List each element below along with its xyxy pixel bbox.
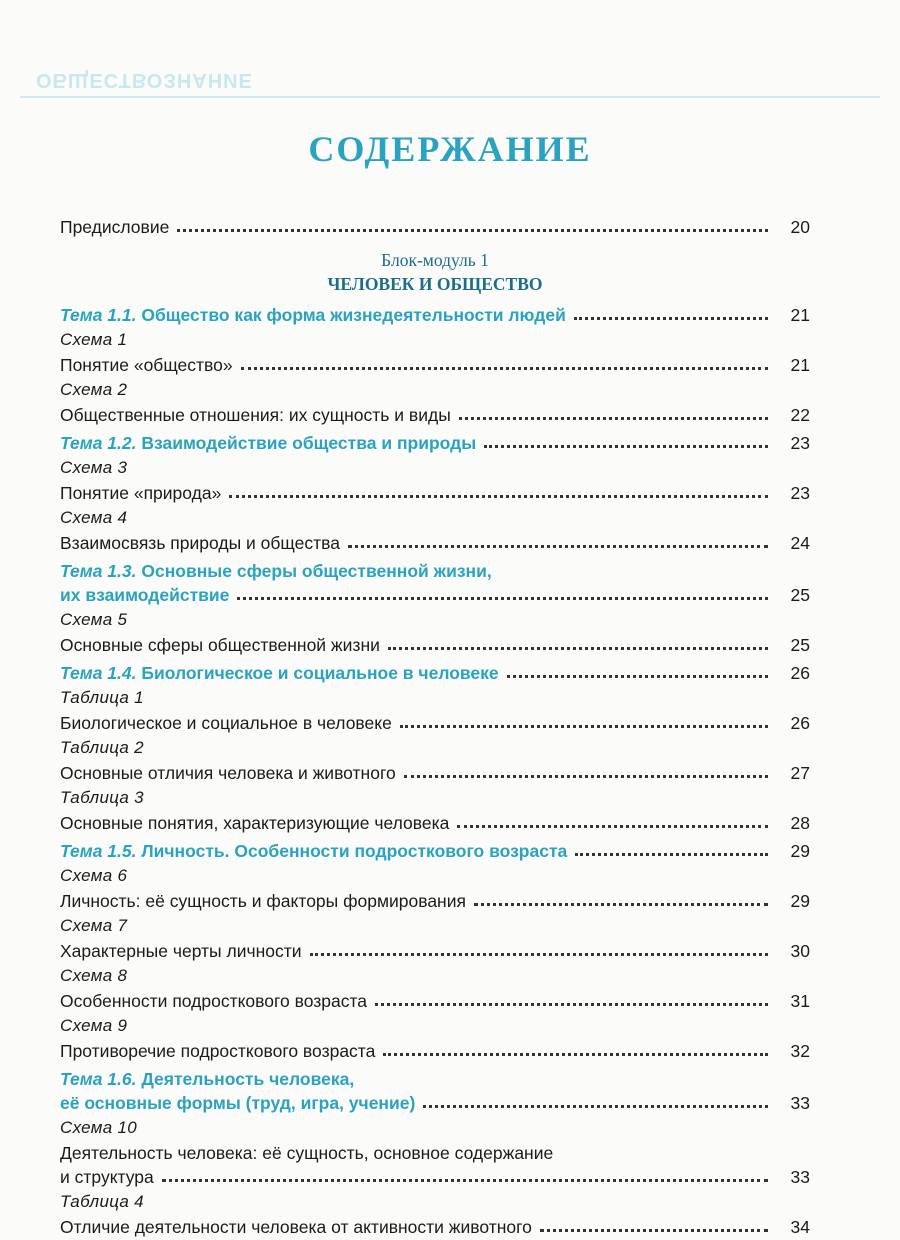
toc-item-row[interactable] (60, 708, 810, 736)
dot-leader (459, 417, 768, 420)
caption-label: Схема 10 (60, 1118, 137, 1137)
item-title: Личность: её сущность и факторы формирования (60, 891, 466, 911)
block-heading (60, 248, 810, 296)
topic-number: Тема 1.2. (60, 433, 142, 453)
toc-caption-row (60, 1190, 810, 1212)
caption-label: Схема 5 (60, 610, 128, 629)
topic-title-text: Основные сферы общественной жизни, (141, 561, 492, 581)
toc-item-row[interactable] (60, 886, 810, 914)
preface-label: Предисловие (60, 217, 170, 237)
caption-label: Схема 2 (60, 380, 128, 399)
caption-label: Схема 1 (60, 330, 128, 349)
toc-item-row[interactable] (60, 808, 810, 836)
dot-leader (575, 853, 768, 856)
toc-item-row[interactable] (60, 986, 810, 1014)
topic-number: Тема 1.1. (60, 305, 142, 325)
caption-label: Схема 4 (60, 508, 128, 527)
toc-item-row[interactable] (60, 758, 810, 786)
topic-title (60, 305, 566, 328)
topic-number: Тема 1.5. (60, 841, 142, 861)
page-number: 21 (790, 355, 810, 375)
topic-number: Тема 1.3. (60, 561, 142, 581)
toc-topic-row[interactable] (60, 658, 810, 686)
page-number: 26 (790, 663, 810, 683)
running-head-text: ОБЩЕСТВОЗНАНИЕ (36, 69, 253, 91)
topic-title (60, 561, 492, 584)
page-number: 33 (790, 1167, 810, 1187)
toc-item-row[interactable] (60, 936, 810, 964)
topic-title-text: Деятельность человека, (141, 1069, 355, 1089)
dot-leader (574, 317, 768, 320)
caption-label: Таблица 3 (60, 788, 144, 807)
item-title: Основные отличия человека и животного (60, 763, 396, 783)
toc-topic-row[interactable] (60, 428, 810, 456)
toc-item-row[interactable] (60, 1166, 810, 1190)
caption-label: Таблица 4 (60, 1192, 144, 1211)
topic-number: Тема 1.6. (60, 1069, 142, 1089)
page-number: 28 (790, 813, 810, 833)
dot-leader (177, 229, 768, 232)
dot-leader (540, 1229, 768, 1232)
topic-title (60, 433, 476, 456)
toc-caption-row (60, 378, 810, 400)
page-number: 31 (790, 991, 810, 1011)
toc-caption-row (60, 964, 810, 986)
dot-leader (383, 1053, 768, 1056)
block-module-number: Блок-модуль 1 (381, 250, 489, 270)
caption-label: Схема 9 (60, 1016, 128, 1035)
item-title: Деятельность человека: её сущность, основное содержание (60, 1143, 554, 1163)
page-number: 29 (790, 891, 810, 911)
topic-title-text: Общество как форма жизнедеятельности людей (141, 305, 566, 325)
dot-leader (484, 445, 768, 448)
toc-caption-row (60, 736, 810, 758)
toc-caption-row (60, 456, 810, 478)
toc-caption-row (60, 686, 810, 708)
dot-leader (457, 825, 768, 828)
caption-label: Таблица 2 (60, 738, 144, 757)
toc-caption-row (60, 1014, 810, 1036)
page-number: 32 (790, 1041, 810, 1061)
page-number: 25 (790, 635, 810, 655)
topic-number: Тема 1.4. (60, 663, 142, 683)
toc-item-row[interactable] (60, 1036, 810, 1064)
item-title-continued: и структура (60, 1167, 154, 1187)
table-of-contents (60, 212, 810, 1240)
dot-leader (423, 1105, 768, 1108)
item-title: Основные сферы общественной жизни (60, 635, 380, 655)
page-number: 26 (790, 713, 810, 733)
running-head (20, 58, 880, 98)
toc-topic-row[interactable] (60, 300, 810, 328)
topic-title-continued: их взаимодействие (60, 585, 230, 605)
toc-entries (60, 300, 810, 1240)
dot-leader (229, 495, 768, 498)
toc-caption-row (60, 914, 810, 936)
toc-caption-row (60, 506, 810, 528)
dot-leader (474, 903, 768, 906)
topic-title-text: Биологическое и социальное в человеке (141, 663, 499, 683)
topic-title-continued: её основные формы (труд, игра, учение) (60, 1093, 416, 1113)
item-title: Биологическое и социальное в человеке (60, 713, 392, 733)
toc-item-row[interactable] (60, 350, 810, 378)
dot-leader (375, 1003, 768, 1006)
toc-caption-row (60, 608, 810, 630)
page-number: 24 (790, 533, 810, 553)
topic-title (60, 841, 567, 864)
dot-leader (400, 725, 768, 728)
dot-leader (310, 953, 768, 956)
item-title: Общественные отношения: их сущность и виды (60, 405, 451, 425)
page-title: СОДЕРЖАНИЕ (308, 129, 592, 169)
toc-item-row[interactable] (60, 400, 810, 428)
topic-title (60, 1069, 354, 1092)
caption-label: Таблица 1 (60, 688, 144, 707)
caption-label: Схема 6 (60, 866, 128, 885)
item-title: Взаимосвязь природы и общества (60, 533, 340, 553)
item-title: Основные понятия, характеризующие человека (60, 813, 450, 833)
page-number: 27 (790, 763, 810, 783)
toc-caption-row (60, 786, 810, 808)
dot-leader (241, 367, 768, 370)
page-number: 25 (790, 585, 810, 605)
item-title: Противоречие подросткового возраста (60, 1041, 376, 1061)
dot-leader (162, 1179, 768, 1182)
page-number: 22 (790, 405, 810, 425)
running-head-rule (20, 96, 880, 98)
page-number: 33 (790, 1093, 810, 1113)
page-number: 21 (790, 305, 810, 325)
page-number: 29 (790, 841, 810, 861)
caption-label: Схема 3 (60, 458, 128, 477)
toc-caption-row (60, 864, 810, 886)
block-module-title: ЧЕЛОВЕК И ОБЩЕСТВО (327, 274, 543, 294)
item-title: Понятие «природа» (60, 483, 222, 503)
page-number: 23 (790, 483, 810, 503)
page-number: 20 (790, 217, 810, 237)
toc-topic-row[interactable] (60, 836, 810, 864)
toc-item-row[interactable] (60, 528, 810, 556)
toc-topic-row[interactable] (60, 584, 810, 608)
page-number: 34 (790, 1217, 810, 1237)
toc-item-row[interactable] (60, 1212, 810, 1240)
dot-leader (348, 545, 768, 548)
topic-title (60, 663, 499, 686)
toc-caption-row (60, 1116, 810, 1138)
dot-leader (388, 647, 768, 650)
toc-topic-row[interactable] (60, 1092, 810, 1116)
item-title: Понятие «общество» (60, 355, 233, 375)
topic-title-text: Взаимодействие общества и природы (141, 433, 477, 453)
toc-caption-row (60, 328, 810, 350)
item-title: Особенности подросткового возраста (60, 991, 368, 1011)
item-title: Характерные черты личности (60, 941, 302, 961)
toc-topic-row-line1[interactable] (60, 1064, 810, 1092)
topic-title-text: Личность. Особенности подросткового возраста (141, 841, 568, 861)
toc-topic-row-line1[interactable] (60, 556, 810, 584)
page-number: 23 (790, 433, 810, 453)
item-title: Отличие деятельности человека от активности животного (60, 1217, 532, 1237)
toc-item-row-line1[interactable] (60, 1138, 810, 1166)
dot-leader (237, 597, 768, 600)
toc-item-row[interactable] (60, 478, 810, 506)
caption-label: Схема 7 (60, 916, 128, 935)
caption-label: Схема 8 (60, 966, 128, 985)
dot-leader (404, 775, 768, 778)
toc-preface-row[interactable] (60, 212, 810, 240)
dot-leader (507, 675, 768, 678)
toc-item-row[interactable] (60, 630, 810, 658)
page-number: 30 (790, 941, 810, 961)
